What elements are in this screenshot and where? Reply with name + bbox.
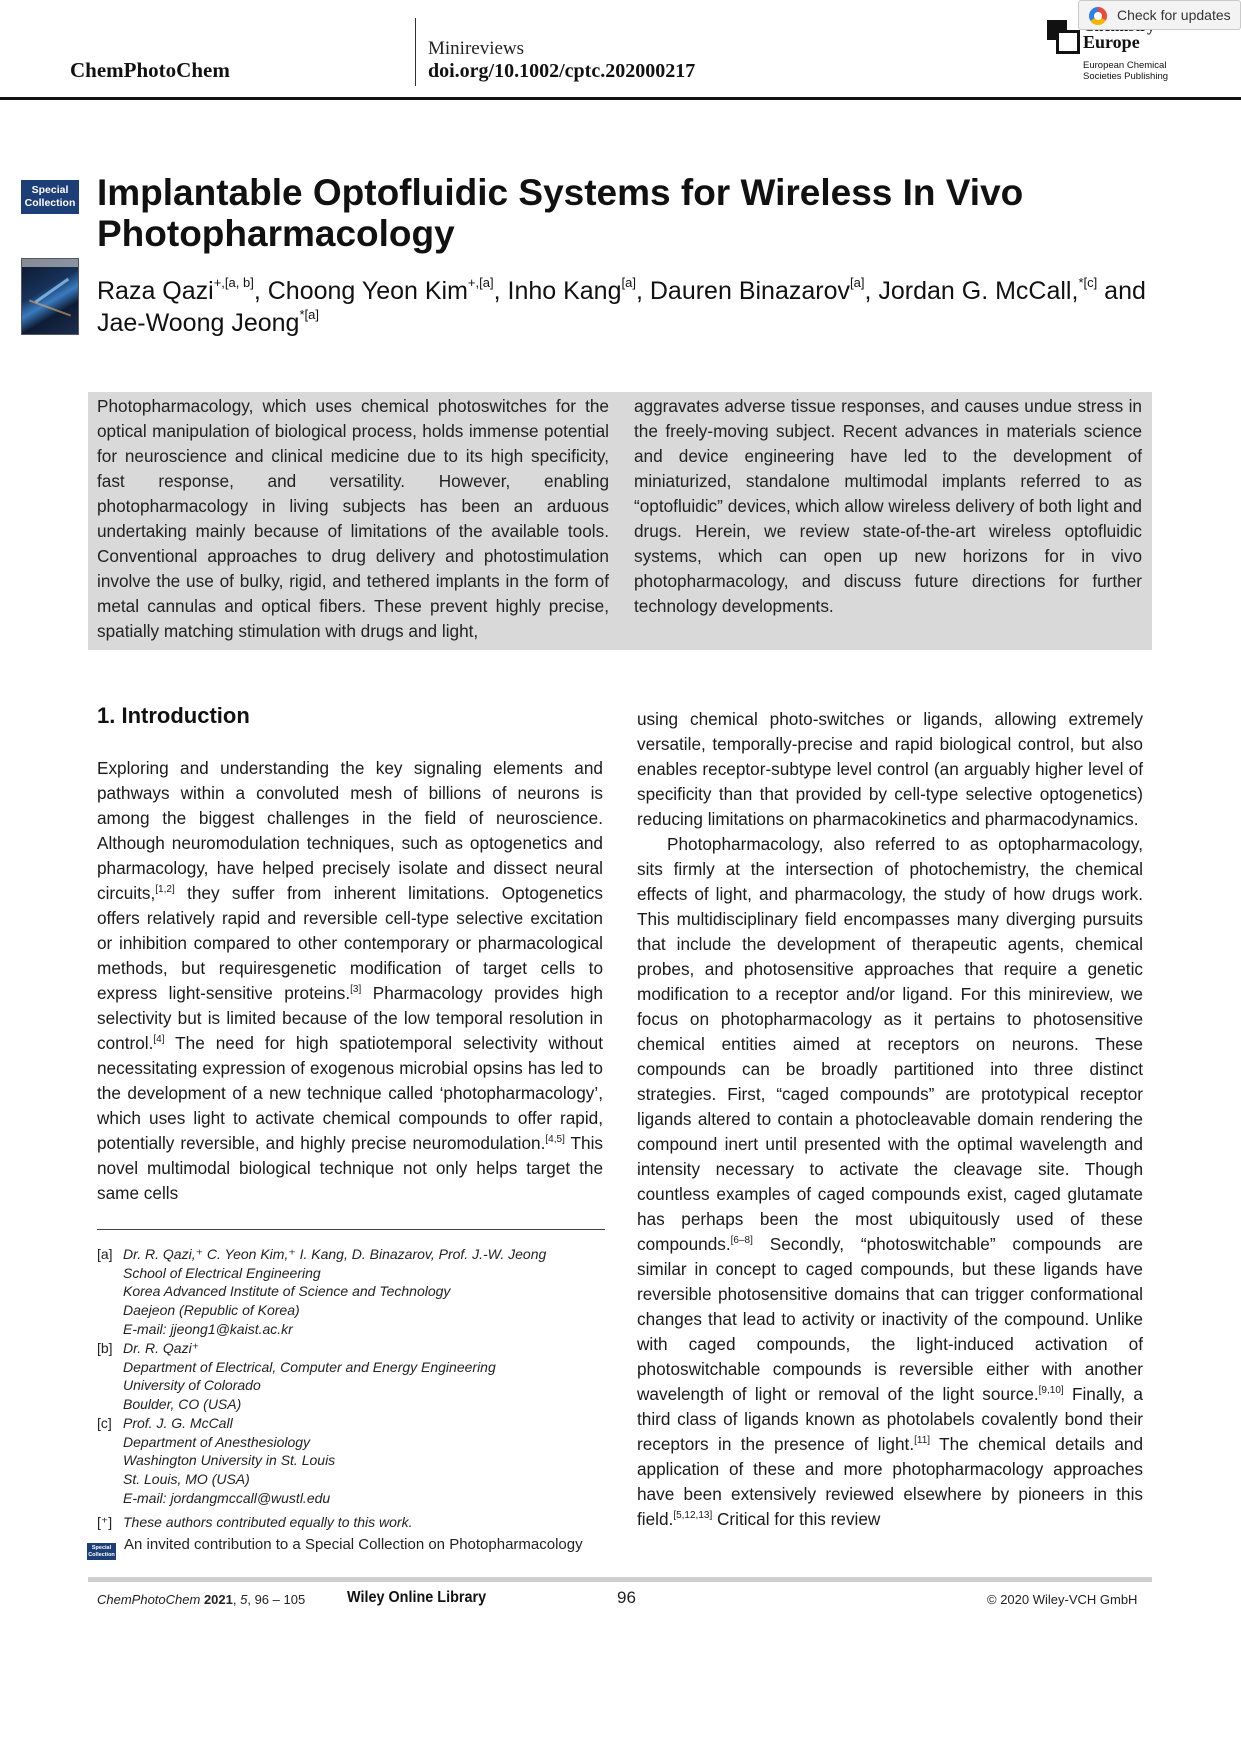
page-number: 96 — [617, 1588, 636, 1607]
author-name: Inho Kang — [507, 277, 622, 305]
affiliation-c — [97, 1414, 597, 1509]
special-collection-mini-badge: Special Collection — [87, 1543, 116, 1560]
abstract — [88, 392, 1152, 650]
footer-journal: ChemPhotoChem — [97, 1592, 201, 1607]
affiliation-a — [97, 1245, 597, 1340]
affiliation-line: St. Louis, MO (USA) — [123, 1471, 250, 1488]
publisher-region: Europe — [1083, 32, 1140, 52]
invited-contribution-note: An invited contribution to a Special Collection on Photopharmacology — [124, 1536, 583, 1553]
affiliation-tag: [b] — [97, 1340, 113, 1356]
check-for-updates-button[interactable] — [1078, 0, 1241, 30]
affiliation-line: School of Electrical Engineering — [123, 1264, 321, 1281]
citation-ref[interactable]: [3] — [350, 984, 362, 995]
affiliation-tag: [a] — [97, 1246, 113, 1262]
note-tag: [⁺] — [97, 1514, 113, 1530]
citation-ref[interactable]: [6–8] — [730, 1235, 753, 1246]
section-type: Minireviews — [428, 38, 525, 59]
note-text: These authors contributed equally to this work. — [123, 1514, 413, 1530]
header-divider — [415, 18, 416, 86]
copyright: © 2020 Wiley-VCH GmbH — [987, 1592, 1138, 1607]
author-affiliation-marker: *[c] — [1078, 275, 1098, 290]
affiliation-line: Korea Advanced Institute of Science and Technology — [123, 1283, 451, 1300]
journal-cover-thumbnail[interactable] — [21, 258, 79, 335]
author-list: Raza Qazi$^{+,[a, b]}$, Choong Yeon Kim$^{+,[a]}$, Inho Kang[a], Dauren Binazarov[a], Jordan G. McCall,$^{*[c]}$ and Jae-Woong Jeong$^{*[a]}$ — [97, 275, 1146, 337]
footer-citation: ChemPhotoChem 2021, 5, 96 – 105 — [97, 1592, 306, 1607]
intro-paragraph-1: Exploring and understanding the key signaling elements and pathways within a convoluted mesh of billions of neurons is among the biggest challenges in the field of neuroscience. Although neuromodulation techniques, such as optogenetics and pharmacology, have helped precisely isolate and dissect neural circuits,[1,2] they suffer from inherent limitations. Optogenetics offers relatively rapid and reversible cell-type selective excitation or inhibition compared to other contemporary or pharmacological methods, but requiresgenetic modification of target cells to express light-sensitive proteins.[3] Pharmacology provides high selectivity but is limited because of the low temporal resolution in control.[4] The need for high spatiotemporal selectivity without necessitating expression of exogenous microbial opsins has led to the development of a new technique called ‘photopharmacology’, which uses light to activate chemical compounds to offer rapid, potentially reversible, and highly precise neuromodulation.[4,5] This novel multimodal biological technique not only helps target the same cells — [97, 758, 603, 1203]
equal-contribution-note — [97, 1513, 597, 1533]
affiliation-lines — [123, 1414, 335, 1508]
affiliation-line: Washington University in St. Louis — [123, 1452, 336, 1469]
author-name: Choong Yeon Kim — [267, 277, 468, 305]
body-left-column — [97, 756, 603, 1206]
citation-ref[interactable]: [4,5] — [545, 1134, 565, 1145]
doi-link[interactable]: doi.org/10.1002/cptc.202000217 — [428, 60, 696, 82]
affiliation-line[interactable]: E-mail: jordangmccall@wustl.edu — [123, 1489, 331, 1506]
affiliation-line: Dr. R. Qazi,⁺ C. Yeon Kim,⁺ I. Kang, D. Binazarov, Prof. J.-W. Jeong — [123, 1246, 547, 1262]
author-name: Jordan G. McCall, — [878, 277, 1079, 305]
intro-paragraph-continued: using chemical photo-switches or ligands, allowing extremely versatile, temporally-precise and rapid biological control, but also enables receptor-subtype level control (an arguably higher level of specificity than that provided by cell-type selective optogenetics) reducing limitations on pharmacokinetics and pharmacodynamics. — [637, 709, 1143, 829]
author-affiliation-marker: *[a] — [299, 307, 319, 322]
citation-ref[interactable]: [9,10] — [1038, 1385, 1064, 1396]
affiliation-line: University of Colorado — [123, 1377, 261, 1394]
citation-ref[interactable]: [1,2] — [155, 884, 175, 895]
abstract-left-column: Photopharmacology, which uses chemical photoswitches for the optical manipulation of biological process, holds immense potential for neuroscience and clinical medicine due to its high specificity, fast response, and versatility. However, enabling photopharmacology in living subjects has been an arduous undertaking mainly because of limitations of the available tools. Conventional approaches to drug delivery and photostimulation involve the use of bulky, rigid, and tethered implants in the form of metal cannulas and optical fibers. These prevent highly precise, spatially matching stimulation with drugs and light, — [97, 396, 609, 641]
body-right-column — [637, 707, 1143, 1532]
affiliation-line: Boulder, CO (USA) — [123, 1396, 242, 1413]
footer-year: 2021 — [203, 1592, 233, 1607]
footer-rule — [88, 1577, 1152, 1582]
author-affiliation-marker: +,[a] — [467, 275, 494, 290]
affiliation-b — [97, 1339, 597, 1414]
affiliation-line: Department of Anesthesiology — [123, 1433, 311, 1450]
publisher-subtitle-1: European Chemical — [1083, 60, 1167, 71]
footnote-rule — [97, 1229, 605, 1230]
abstract-right-column: aggravates adverse tissue responses, and causes undue stress in the freely-moving subject. Recent advances in materials science and device engineering have led to the development of miniaturized, standalone multimodal implants referred to as “optofluidic” devices, which allow wireless delivery of both light and drugs. Herein, we review state-of-the-art wireless optofluidic systems, which can open up new horizons for in vivo photopharmacology, and discuss future directions for further technology developments. — [634, 396, 1142, 616]
author-name: Dauren Binazarov — [649, 277, 850, 305]
author-affiliation-marker: +,[a, b] — [213, 275, 254, 290]
author-name: Raza Qazi — [97, 277, 214, 305]
wiley-online-library-link[interactable]: Wiley Online Library — [347, 1589, 487, 1606]
publisher-subtitle-2: Societies Publishing — [1083, 71, 1169, 82]
affiliation-line: Daejeon (Republic of Korea) — [123, 1302, 300, 1319]
footer-volume: 5 — [240, 1592, 248, 1607]
publisher-mark-icon — [1047, 20, 1079, 52]
author-affiliation-marker: [a] — [850, 275, 865, 290]
footer-pages: , 96 – 105 — [247, 1592, 306, 1607]
citation-ref[interactable]: [11] — [914, 1435, 931, 1446]
header-rule — [0, 97, 1241, 100]
affiliation-tag: [c] — [97, 1415, 112, 1431]
article-title: Implantable Optofluidic Systems for Wireless In Vivo Photopharmacology — [97, 172, 1024, 254]
affiliation-line: Prof. J. G. McCall — [123, 1415, 233, 1431]
special-collection-badge[interactable] — [21, 180, 79, 214]
citation-ref[interactable]: [5,12,13] — [673, 1510, 713, 1521]
author-name: Jae-Woong Jeong — [97, 309, 300, 337]
affiliation-line[interactable]: E-mail: jjeong1@kaist.ac.kr — [123, 1320, 293, 1337]
journal-name: ChemPhotoChem — [70, 58, 230, 82]
check-for-updates-label: Check for updates — [1117, 7, 1231, 23]
affiliation-lines — [123, 1339, 496, 1414]
citation-ref[interactable]: [4] — [153, 1034, 165, 1045]
author-affiliation-marker: [a] — [621, 275, 636, 290]
badge-line-2: Collection — [24, 197, 76, 209]
affiliation-line: Dr. R. Qazi⁺ — [123, 1340, 200, 1356]
crossmark-icon — [1089, 7, 1107, 25]
badge-line-1: Special — [31, 184, 69, 196]
intro-paragraph-2: Photopharmacology, also referred to as optopharmacology, sits firmly at the intersection of photochemistry, the chemical effects of light, and pharmacology, the study of how drugs work. This multidisciplinary field encompasses many diverging pursuits that include the development of therapeutic agents, chemical probes, and photosensitive approaches that require a genetic modification to a receptor and/or ligand. For this minireview, we focus on photopharmacology as it pertains to photosensitive chemical entities aimed at receptors on neurons. These compounds can be broadly partitioned into three distinct strategies. First, “caged compounds” are prototypical receptor ligands altered to contain a photocleavable domain rendering the compound inert until presented with the optimal wavelength and intensity necessary to activate the cleavage site. Though countless examples of caged compounds exist, caged glutamate has perhaps been the most ubiquitously used of these compounds.[6–8] Secondly, “photoswitchable” compounds are similar in concept to caged compounds, but these ligands have reversible photosensitive domains that can trigger conformational changes that lead to activity or inactivity of the compound. Unlike with caged compounds, the light-induced activation of photoswitchable compounds is reversible either with another wavelength of light or removal of the light source.[9,10] Finally, a third class of ligands known as photolabels covalently bond their receptors in the presence of light.[11] The chemical details and application of these and more photopharmacology approaches have been extensively reviewed elsewhere by pioneers in this field.[5,12,13] Critical for this review — [637, 834, 1143, 1529]
section-heading: 1. Introduction — [97, 703, 250, 728]
affiliation-lines — [123, 1245, 546, 1339]
affiliation-line: Department of Electrical, Computer and Energy Engineering — [123, 1358, 496, 1375]
